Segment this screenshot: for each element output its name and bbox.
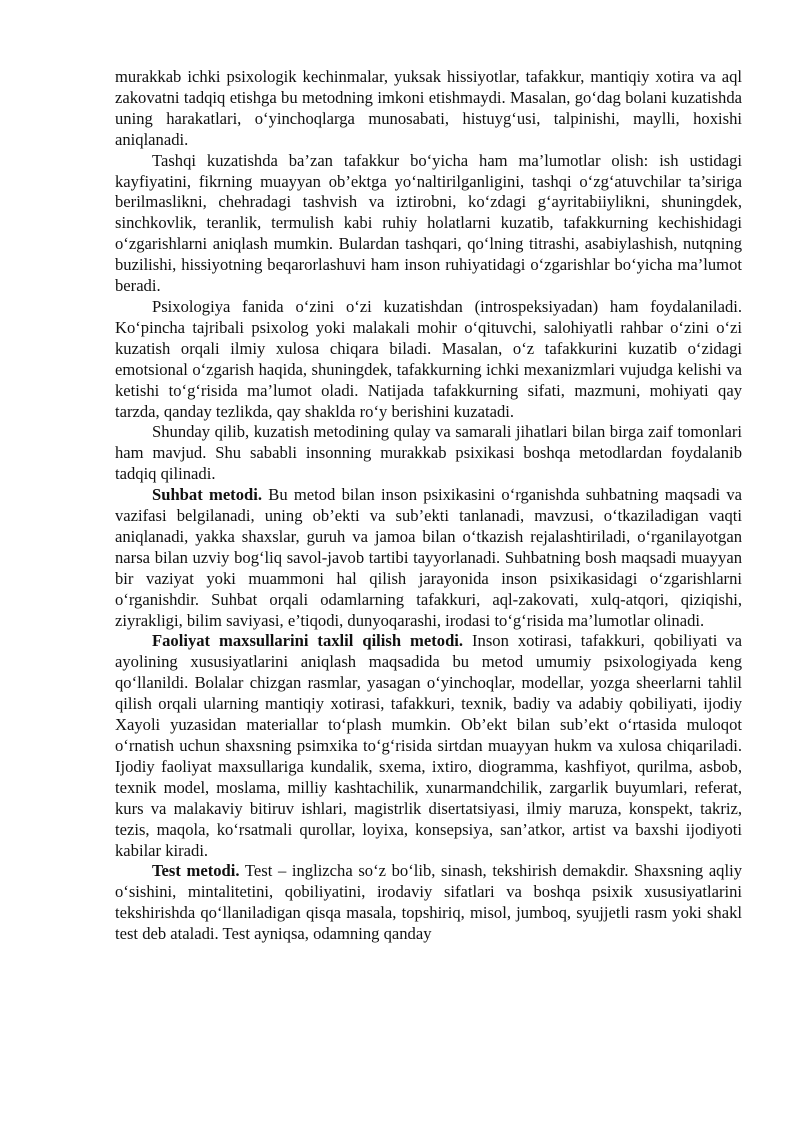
- paragraph-text: Tashqi kuzatishda ba’zan tafakkur bo‘yicha ham ma’lumotlar olish: ish ustidagi kayfiyatini, fikrning muayyan ob’ektga yo‘naltirilganligini, tashqi o‘zg‘atuvchilar ta’siriga berilmaslikni, chehradagi tashvish va iztirobni, ko‘zdagi g‘ayritabiiylikni, shuningdek, sinchkovlik, teranlik, termulish kabi ruhiy holatlarni kuzatib, tafakkurning kechishidagi o‘zgarishlarni aniqlash mumkin. Bulardan tashqari, qo‘lning titrashi, asabiylashish, nutqning buzilishi, hissiyotning beqarorlashuvi ham inson ruhiyatidagi o‘zgarishlar bo‘yicha ma’lumot beradi.: [115, 150, 742, 296]
- paragraph-introspection: [115, 297, 742, 422]
- paragraph-text: Shunday qilib, kuzatish metodining qulay va samarali jihatlari bilan birga zaif tomonlari ham mavjud. Shu sababli insonning murakkab psixikasi boshqa metodlardan foydalanib tadqiq qilinadi.: [115, 422, 742, 484]
- section-heading: Suhbat metodi.: [152, 485, 262, 505]
- paragraph-test-method: [115, 861, 742, 945]
- paragraph-activity-products-method: [115, 631, 742, 861]
- paragraph-observation-limits: [115, 67, 742, 151]
- paragraph-external-observation: [115, 151, 742, 297]
- paragraph-observation-summary: [115, 422, 742, 485]
- paragraph-text: Bu metod bilan inson psixikasini o‘rganishda suhbatning maqsadi va vazifasi belgilanadi, uning ob’ekti va sub’ekti tanlanadi, mavzusi, o‘tkaziladigan vaqti aniqlanadi, yakka shaxslar, guruh va jamoa bilan o‘tkazish rejalashtiriladi, o‘rganilayotgan narsa bilan uzviy bog‘liq savol-javob tartibi tayyorlanadi. Suhbatning bosh maqsadi muayyan bir vaziyat yoki muammoni hal qilish jarayonida inson psixikasidagi o‘zgarishlarni o‘rganishdir. Suhbat orqali odamlarning tafakkuri, aql-zakovati, xulq-atqori, qiziqishi, ziyrakligi, bilim saviyasi, e’tiqodi, dunyoqarashi, irodasi to‘g‘risida ma’lumotlar olinadi.: [115, 485, 742, 630]
- paragraph-text: Inson xotirasi, tafakkuri, qobiliyati va ayolining xususiyatlarini aniqlash maqsadida bu metod umumiy psixologiyada keng qo‘llanildi. Bolalar chizgan rasmlar, yasagan o‘yinchoqlar, modellar, yozga sheerlarni tahlil qilish orqali ularning mantiqiy xotirasi, tafakkuri, texnik, badiy va adabiy qobiliyati, ijodiy Xayoli yuzasidan materiallar to‘plash mumkin. Ob’ekt bilan sub’ekt o‘rtasida muloqot o‘rnatish uchun shaxsning psimxika to‘g‘risida sirtdan muayyan hukm va xulosa chiqariladi. Ijodiy faoliyat maxsullariga kundalik, sxema, ixtiro, diogramma, kashfiyot, qurilma, asbob, texnik model, moslama, milliy kashtachilik, xunarmandchilik, zargarlik buyumlari, referat, kurs va malakaviy bitiruv ishlari, magistrlik disertatsiyasi, ilmiy maruza, konspekt, takriz, tezis, maqola, ko‘rsatmali qurollar, loyixa, konsepsiya, san’atkor, artist va baxshi ijodiyoti kabilar kiradi.: [115, 631, 742, 860]
- paragraph-conversation-method: [115, 485, 742, 631]
- document-page: [115, 67, 742, 945]
- paragraph-text: Test – inglizcha so‘z bo‘lib, sinash, tekshirish demakdir. Shaxsning aqliy o‘sishini, mintalitetini, qobiliyatini, irodaviy sifatlari va boshqa psixik xususiyatlarini tekshirishda qo‘llaniladigan qisqa masala, topshiriq, misol, jumboq, syujjetli rasm yoki shakl test deb ataladi. Test ayniqsa, odamning qanday: [115, 861, 742, 944]
- section-heading: Faoliyat maxsullarini taxlil qilish metodi.: [152, 631, 464, 651]
- section-heading: Test metodi.: [152, 861, 240, 881]
- paragraph-text: Psixologiya fanida o‘zini o‘zi kuzatishdan (introspeksiyadan) ham foydalaniladi. Ko‘pincha tajribali psixolog yoki malakali mohir o‘qituvchi, salohiyatli rahbar o‘zini o‘zi kuzatish orqali ilmiy xulosa chiqara biladi. Masalan, o‘z tafakkurini kuzatib o‘zidagi emotsional o‘zgarish haqida, shuningdek, tafakkurning ichki mexanizmlari vujudga kelishi va ketishi to‘g‘risida ma’lumot oladi. Natijada tafakkurning sifati, mazmuni, mohiyati qay tarzda, qanday tezlikda, qay shaklda ro‘y berishini kuzatadi.: [115, 296, 742, 421]
- paragraph-text: murakkab ichki psixologik kechinmalar, yuksak hissiyotlar, tafakkur, mantiqiy xotira va aql zakovatni tadqiq etishga bu metodning imkoni etishmaydi. Masalan, go‘dag bolani kuzatishda uning harakatlari, o‘yinchoqlarga munosabati, histuyg‘usi, talpinishi, maylli, hoxishi aniqlanadi.: [115, 67, 742, 149]
